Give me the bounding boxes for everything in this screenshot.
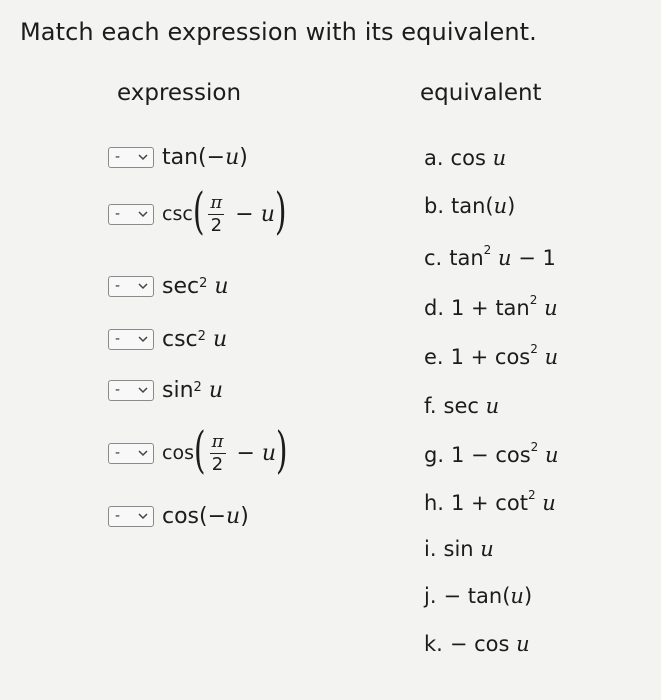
expression-cos-neg-u: cos(− u ) (162, 503, 249, 529)
option-k: k. − cos u (424, 632, 530, 656)
expression-csc-pi2-minus-u: csc ( $\frac{\pi}{2}$ − u ) (162, 182, 287, 240)
answer-dropdown[interactable] (108, 147, 154, 168)
expression-column-header: expression (117, 80, 242, 106)
dropdown-value: - (115, 149, 121, 165)
answer-dropdown[interactable] (108, 276, 154, 297)
option-h: h. $1 + \cot^2 u$ (424, 488, 556, 515)
expression-row-cos-neg-u (108, 499, 249, 533)
equivalent-column-header: equivalent (420, 80, 542, 106)
option-c: c. $\tan^2 u - 1$ (424, 243, 556, 270)
dropdown-value: - (115, 445, 121, 461)
option-i: i. sin u (424, 537, 494, 561)
expression-row-sec2-u (108, 269, 229, 303)
dropdown-value: - (115, 206, 121, 222)
expression-row-csc-pi2-minus-u (108, 182, 287, 240)
option-a: a. cos u (424, 146, 507, 170)
answer-dropdown[interactable] (108, 204, 154, 225)
expression-sin2-u: sin $^2$ u (162, 377, 223, 403)
chevron-down-icon (137, 208, 149, 220)
expression-row-cos-pi2-minus-u (108, 421, 288, 479)
chevron-down-icon (137, 510, 149, 522)
chevron-down-icon (137, 384, 149, 396)
expression-tan-neg-u: tan(− u ) (162, 144, 248, 170)
expression-row-sin2-u (108, 373, 223, 407)
answer-dropdown[interactable] (108, 506, 154, 527)
option-b: b. tan(u) (424, 194, 516, 218)
option-d: d. $1 + \tan^2 u$ (424, 293, 558, 320)
dropdown-value: - (115, 331, 121, 347)
chevron-down-icon (137, 333, 149, 345)
expression-row-tan-neg-u (108, 140, 248, 174)
dropdown-value: - (115, 382, 121, 398)
option-e: e. $1 + \cos^2 u$ (424, 342, 559, 369)
expression-csc2-u: csc $^2$ u (162, 326, 228, 352)
chevron-down-icon (137, 151, 149, 163)
answer-dropdown[interactable] (108, 329, 154, 350)
chevron-down-icon (137, 280, 149, 292)
dropdown-value: - (115, 508, 121, 524)
question-title: Match each expression with its equivalent. (20, 18, 537, 46)
expression-row-csc2-u (108, 322, 227, 356)
answer-dropdown[interactable] (108, 380, 154, 401)
option-j: j. − tan(u) (424, 584, 533, 608)
expression-sec2-u: sec $^2$ u (162, 273, 229, 299)
dropdown-value: - (115, 278, 121, 294)
chevron-down-icon (137, 447, 149, 459)
expression-cos-pi2-minus-u: cos ( $\frac{\pi}{2}$ − u ) (162, 421, 288, 479)
option-f: f. sec u (424, 394, 500, 418)
option-g: g. $1 - \cos^2 u$ (424, 440, 559, 467)
answer-dropdown[interactable] (108, 443, 154, 464)
